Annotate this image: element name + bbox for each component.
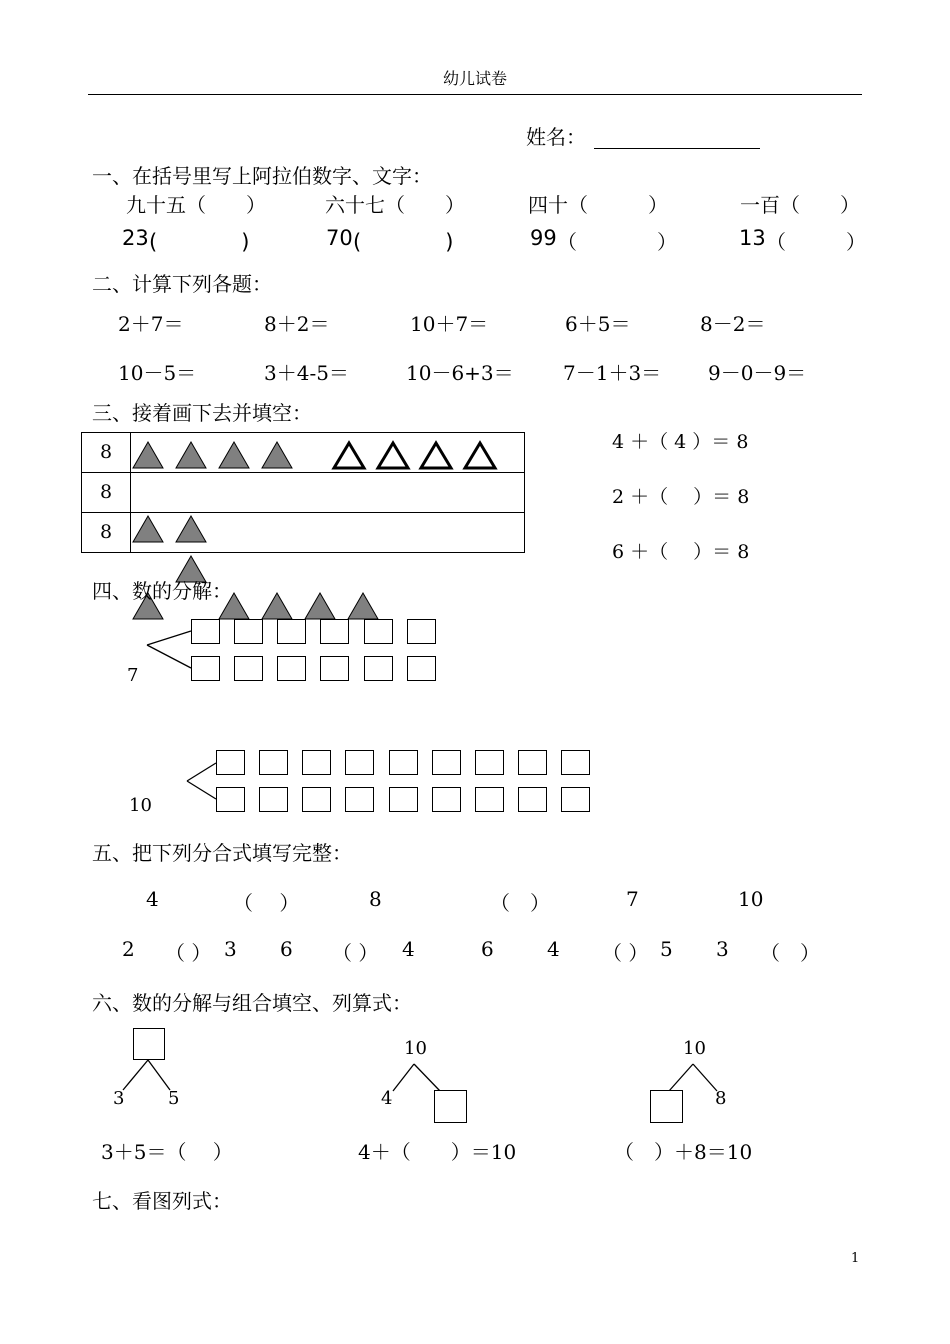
- tree-line: [414, 1064, 440, 1091]
- s2-problem: 8－2＝: [700, 312, 766, 336]
- s5-top: 7: [626, 887, 639, 911]
- answer-box[interactable]: [518, 787, 547, 812]
- answer-box[interactable]: [389, 750, 418, 775]
- answer-box[interactable]: [234, 656, 263, 681]
- s5-bottom: 6: [280, 937, 293, 961]
- answer-box[interactable]: [364, 656, 393, 681]
- tree-line: [669, 1064, 693, 1091]
- answer-box[interactable]: [561, 750, 590, 775]
- answer-box[interactable]: [302, 750, 331, 775]
- s1-item: 六十七（ ）: [325, 193, 465, 217]
- filled-triangle: [176, 516, 206, 542]
- branch-line: [187, 763, 216, 781]
- s5-bottom: （ ）: [602, 941, 649, 965]
- tree-line: [693, 1064, 717, 1091]
- filled-triangle: [305, 593, 335, 619]
- answer-box[interactable]: [277, 656, 306, 681]
- s5-top: （ ）: [490, 891, 550, 915]
- s5-top: 4: [146, 887, 159, 911]
- branch-line: [147, 645, 191, 668]
- s5-bottom: （ ）: [332, 941, 379, 965]
- section-2-title: 二、计算下列各题：: [92, 272, 272, 296]
- outline-triangle: [378, 443, 408, 468]
- branch-line: [187, 781, 216, 799]
- s5-top: 10: [738, 887, 764, 911]
- s5-bottom: （ ）: [760, 941, 820, 965]
- s1-number: 70: [326, 226, 353, 250]
- table-row-number: 8: [99, 481, 113, 503]
- answer-box[interactable]: [191, 656, 220, 681]
- answer-box[interactable]: [259, 787, 288, 812]
- s2-problem: 8＋2＝: [264, 312, 330, 336]
- s2-problem: 10－5＝: [118, 361, 197, 385]
- tree-leaf: 8: [715, 1088, 727, 1109]
- outline-triangle: [334, 443, 364, 468]
- tree-leaf: 4: [381, 1088, 393, 1109]
- outline-triangle: [421, 443, 451, 468]
- section-1-title: 一、在括号里写上阿拉伯数字、文字：: [92, 164, 432, 188]
- outline-triangle: [465, 443, 495, 468]
- answer-box[interactable]: [432, 787, 461, 812]
- answer-box[interactable]: [191, 619, 220, 644]
- answer-box[interactable]: [561, 787, 590, 812]
- section-5-title: 五、把下列分合式填写完整：: [92, 841, 352, 865]
- s5-bottom: 2: [122, 937, 135, 961]
- section-4-title: 四、数的分解：: [92, 579, 232, 603]
- tree-top-box[interactable]: [133, 1028, 165, 1060]
- tree-leaf-box[interactable]: [650, 1090, 683, 1123]
- decompose-number: 7: [127, 665, 139, 686]
- s6-equation: 4＋（ ）＝10: [358, 1140, 517, 1164]
- answer-box[interactable]: [389, 787, 418, 812]
- s1-blank: （ ）: [557, 230, 677, 254]
- filled-triangle: [133, 516, 163, 542]
- tree-line: [393, 1064, 414, 1091]
- filled-triangles-row-3: [133, 516, 206, 542]
- filled-triangle: [262, 593, 292, 619]
- tree-leaf: 3: [113, 1088, 125, 1109]
- s2-problem: 3＋4-5＝: [264, 361, 349, 385]
- s1-item: 九十五（ ）: [126, 193, 266, 217]
- table-row-number: 8: [99, 441, 113, 463]
- s5-bottom: 5: [660, 937, 673, 961]
- page-title: 幼儿试卷: [442, 69, 507, 88]
- s1-number: 23: [122, 226, 149, 250]
- answer-box[interactable]: [475, 787, 504, 812]
- section-7-title: 七、看图列式：: [92, 1189, 232, 1213]
- filled-triangle: [176, 442, 206, 468]
- s1-number: 13: [739, 226, 766, 250]
- s3-equation: 4 ＋（ 4 ）＝ 8: [612, 431, 749, 453]
- answer-box[interactable]: [345, 787, 374, 812]
- s5-top: （ ）: [233, 891, 300, 915]
- s6-equation: 3＋5＝（ ）: [101, 1140, 233, 1164]
- tree-leaf: 5: [168, 1088, 180, 1109]
- s6-equation: （ ）＋8＝10: [614, 1140, 753, 1164]
- filled-triangle: [262, 442, 292, 468]
- filled-triangles-row-1: [133, 442, 292, 468]
- tree-root: 10: [404, 1038, 427, 1059]
- branch-line: [147, 631, 191, 645]
- answer-box[interactable]: [302, 787, 331, 812]
- s5-bottom: 3: [224, 937, 237, 961]
- tree-leaf-box[interactable]: [434, 1090, 467, 1123]
- tree-lines: [123, 1060, 717, 1091]
- tree-line: [123, 1060, 148, 1090]
- s3-equation: 2 ＋（ ）＝ 8: [612, 486, 750, 508]
- answer-box[interactable]: [277, 619, 306, 644]
- outline-triangles-row-1: [334, 443, 495, 468]
- decompose-number: 10: [129, 795, 152, 816]
- s1-item: 一百（ ）: [740, 193, 860, 217]
- answer-box[interactable]: [475, 750, 504, 775]
- filled-triangle: [348, 593, 378, 619]
- s2-problem: 2＋7＝: [118, 312, 184, 336]
- tree-line: [148, 1060, 170, 1090]
- s1-blank: （ ）: [766, 230, 866, 254]
- s2-problem: 10－6+3＝: [406, 361, 514, 385]
- filled-triangle: [133, 442, 163, 468]
- answer-box[interactable]: [345, 750, 374, 775]
- name-label: 姓名：: [526, 125, 586, 149]
- s2-problem: 7－1＋3＝: [563, 361, 662, 385]
- s5-bottom: 3: [716, 937, 729, 961]
- answer-box[interactable]: [364, 619, 393, 644]
- answer-box[interactable]: [320, 619, 349, 644]
- s5-top: 8: [369, 887, 382, 911]
- s1-number: 99: [530, 226, 557, 250]
- s5-bottom: （ ）: [165, 941, 212, 965]
- answer-box[interactable]: [234, 619, 263, 644]
- s1-blank: ( ): [353, 230, 454, 254]
- filled-triangle: [219, 442, 249, 468]
- s2-problem: 6＋5＝: [565, 312, 631, 336]
- section-3-title: 三、接着画下去并填空：: [92, 401, 312, 425]
- answer-box[interactable]: [216, 787, 245, 812]
- answer-box[interactable]: [407, 619, 436, 644]
- s5-bottom: 4: [402, 937, 415, 961]
- s5-bottom: 6: [481, 937, 494, 961]
- s5-bottom: 4: [547, 937, 560, 961]
- answer-box[interactable]: [407, 656, 436, 681]
- answer-box[interactable]: [518, 750, 547, 775]
- section-6-title: 六、数的分解与组合填空、列算式：: [92, 991, 412, 1015]
- table-row-number: 8: [99, 521, 113, 543]
- page-number: 1: [851, 1251, 860, 1266]
- answer-box[interactable]: [216, 750, 245, 775]
- s1-blank: ( ): [149, 230, 250, 254]
- s3-equation: 6 ＋（ ）＝ 8: [612, 541, 750, 563]
- s1-item: 四十（ ）: [528, 193, 668, 217]
- answer-box[interactable]: [320, 656, 349, 681]
- answer-box[interactable]: [432, 750, 461, 775]
- s2-problem: 9－0－9＝: [708, 361, 807, 385]
- tree-root: 10: [683, 1038, 706, 1059]
- answer-box[interactable]: [259, 750, 288, 775]
- s2-problem: 10＋7＝: [410, 312, 489, 336]
